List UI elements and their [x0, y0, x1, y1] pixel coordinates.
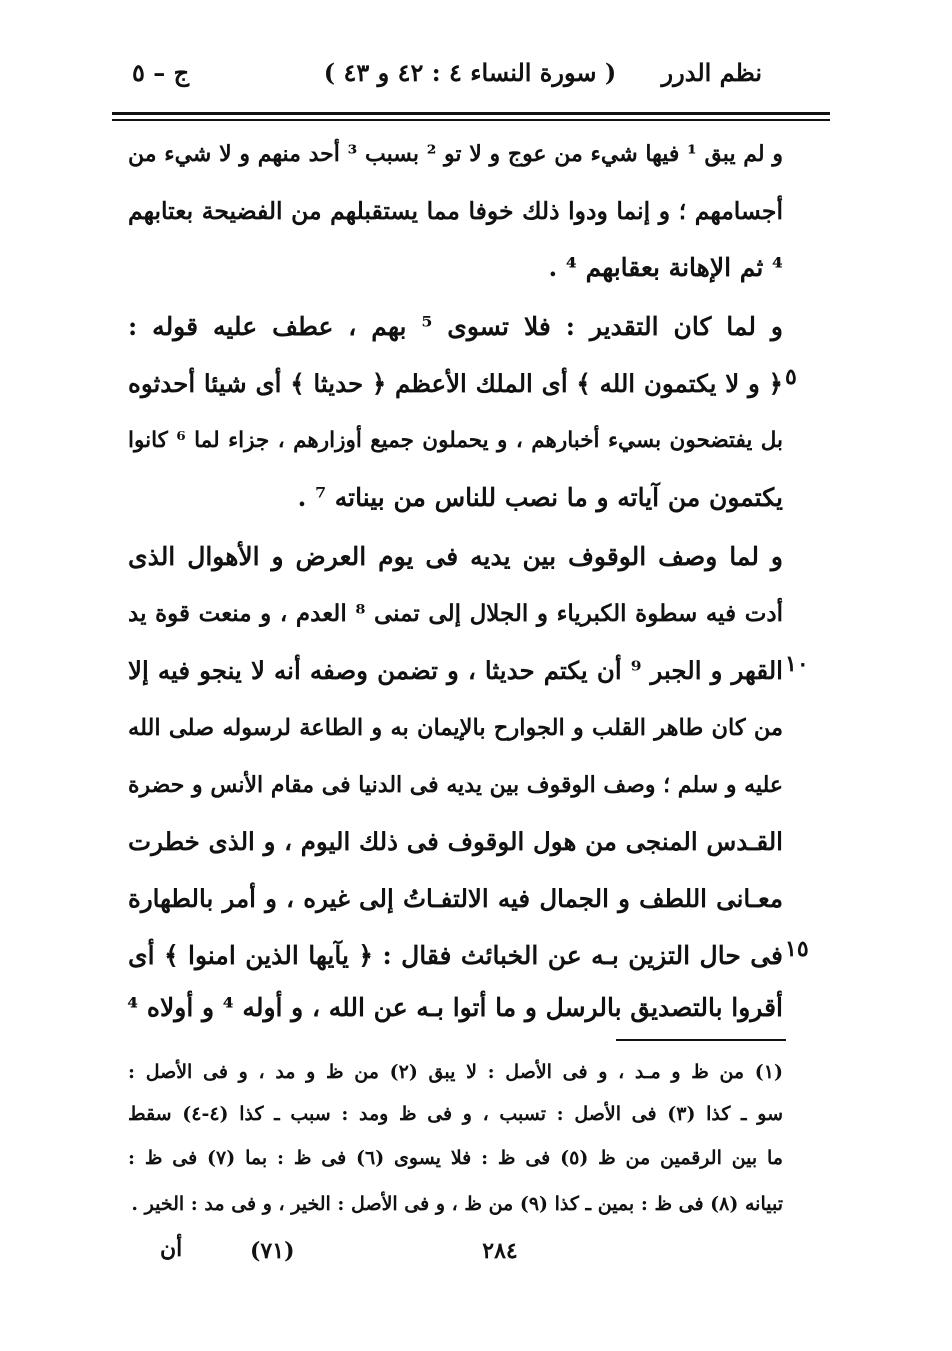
footnote-line: تبيانه (٨) فى ظ : بمين ـ كذا (٩) من ظ ، و فى الأصل : الخير ، و فى مد : الخير . — [131, 1193, 783, 1215]
volume-label: ج – ٥ — [132, 58, 190, 87]
surah-reference: ( سورة النساء ٤ : ٤٢ و ٤٣ ) — [323, 58, 617, 87]
header-rule-thin — [112, 119, 830, 121]
text-line: ﴿ و لا يكتمون الله ﴾ أى الملك الأعظم ﴿ حديثا ﴾ أى شيئا أحدثوه — [128, 369, 783, 398]
page-number: ٢٨٤ — [482, 1238, 518, 1264]
line-number: ١٠ — [785, 651, 809, 677]
header-rule-thick — [112, 112, 830, 115]
text-line: عليه و سلم ؛ وصف الوقوف بين يديه فى الدنيا فى مقام الأنس و حضرة — [128, 772, 783, 798]
text-line: معـانى اللطف و الجمال فيه الالتفـاتُ إلى غيره ، و أمر بالطهارة — [128, 884, 783, 913]
text-line: بل يفتضحون بسيء أخبارهم ، و يحملون جميع أوزارهم ، جزاء لما ⁶ كانوا — [128, 428, 784, 453]
catchword: أن — [160, 1236, 183, 1262]
footnote-line: سو ـ كذا (٣) فى الأصل : تسبب ، و فى ظ ومد : سبب ـ كذا (٤-٤) سقط — [128, 1103, 783, 1125]
book-title: نظم الدرر — [661, 58, 762, 87]
text-line: من كان طاهر القلب و الجوارح بالإيمان به و الطاعة لرسوله صلى الله — [128, 715, 783, 741]
text-line: القهر و الجبر ⁹ أن يكتم حديثا ، و تضمن وصفه أنه لا ينجو فيه إلا — [128, 656, 783, 685]
text-line: القـدس المنجى من هول الوقوف فى ذلك اليوم ، و الذى خطرت — [128, 827, 783, 856]
text-line: أجسامهم ؛ و إنما ودوا ذلك خوفا مما يستقبلهم من الفضيحة بعتابهم — [128, 197, 783, 225]
line-number: ٥ — [785, 364, 797, 390]
text-line: و لم يبق ¹ فيها شيء من عوج و لا تو ² بسبب ³ أحد منهم و لا شيء من — [128, 141, 783, 167]
text-line: أدت فيه سطوة الكبرياء و الجلال إلى تمنى ⁸ العدم ، و منعت قوة يد — [128, 600, 783, 627]
text-line: أقروا بالتصديق بالرسل و ما أتوا بـه عن الله ، و أوله ⁴ و أولاه ⁴ — [127, 993, 783, 1022]
text-line: و لما وصف الوقوف بين يديه فى يوم العرض و الأهوال الذى — [128, 542, 783, 571]
text-line: ⁴ ثم الإهانة بعقابهم ⁴ . — [548, 253, 783, 282]
line-number: ١٥ — [785, 936, 809, 962]
signature-mark: (٧١) — [250, 1238, 295, 1264]
footnote-line: (١) من ظ و مـد ، و فى الأصل : لا يبق (٢) من ظ و مد ، و فى الأصل : — [128, 1061, 784, 1083]
text-line: يكتمون من آياته و ما نصب للناس من بيناته ⁷ . — [297, 483, 783, 512]
footnote-line: ما بين الرقمين من ظ (٥) فى ظ : فلا يسوى (٦) فى ظ : بما (٧) فى ظ : — [128, 1147, 783, 1169]
text-line: فى حال التزين بـه عن الخبائث فقال : ﴿ يآيها الذين امنوا ﴾ أى — [128, 941, 783, 970]
text-line: و لما كان التقدير : فلا تسوى ⁵ بهم ، عطف عليه قوله : — [128, 312, 783, 341]
footnote-rule — [616, 1039, 786, 1041]
